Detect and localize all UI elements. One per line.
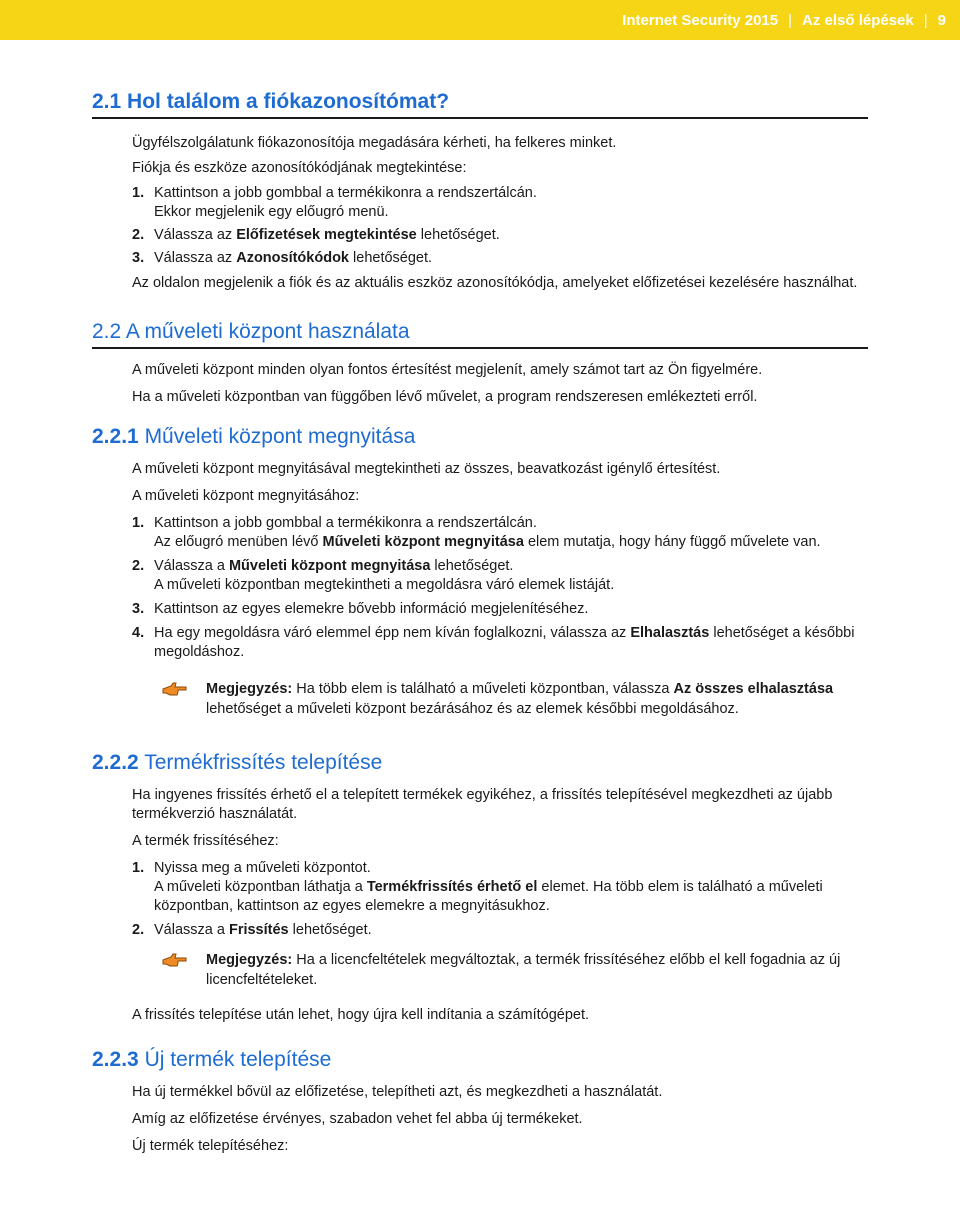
paragraph: Az oldalon megjelenik a fiók és az aktuális eszköz azonosítókódja, amelyeket előfizetései kezelésére használhat. [132, 275, 858, 291]
note-box: Megjegyzés: Ha több elem is található a műveleti központban, válassza Az összes elhalasztása lehetőséget a műveleti központ bezárásához és az elemek későbbi megoldásához. [162, 679, 868, 719]
list-item: 3. Kattintson az egyes elemekre bővebb információ megjelenítéséhez. [132, 601, 589, 617]
list-item: 1. Nyissa meg a műveleti központot. A műveleti központban láthatja a Termékfrissítés érhető el elemet. Ha több elem is található a műveleti központban, kattintson az egyes elemekre a megnyitásukhoz. [132, 860, 823, 914]
list-item: 2. Válassza a Műveleti központ megnyitása lehetőséget. A műveleti központban megtekintheti a megoldásra váró elemek listáját. [132, 558, 615, 593]
note-box: Megjegyzés: Ha a licencfeltételek megváltoztak, a termék frissítéséhez előbb el kell fogadnia az új licencfeltételeket. [162, 950, 868, 990]
list-item: 1. Kattintson a jobb gombbal a termékikonra a rendszertálcán. Az előugró menüben lévő Műveleti központ megnyitása elem mutatja, hogy hány függő művelete van. [132, 515, 821, 550]
page-header [0, 0, 960, 40]
steps-list [92, 859, 868, 940]
header-section: Az első lépések [802, 11, 914, 29]
paragraph: A műveleti központ megnyitásával megtekintheti az összes, beavatkozást igénylő értesítést. [132, 461, 721, 477]
list-item: 1. Kattintson a jobb gombbal a termékikonra a rendszertálcán. Ekkor megjelenik egy előugró menü. [132, 185, 537, 220]
page-number: 9 [937, 11, 946, 29]
paragraph: Amíg az előfizetése érvényes, szabadon vehet fel abba új termékeket. [132, 1111, 583, 1127]
list-item: 4. Ha egy megoldásra váró elemmel épp nem kíván foglalkozni, válassza az Elhalasztás lehetőséget a későbbi megoldáshoz. [132, 625, 855, 660]
list-item: 2. Válassza az Előfizetések megtekintése lehetőséget. [132, 227, 500, 243]
paragraph: Új termék telepítéséhez: [132, 1138, 289, 1154]
paragraph: Ügyfélszolgálatunk fiókazonosítója megadására kérheti, ha felkeres minket. [132, 135, 617, 151]
pointing-hand-icon [162, 950, 206, 990]
section-2-2-heading: 2.2 A műveleti központ használata [92, 320, 868, 349]
list-item: 3. Válassza az Azonosítókódok lehetőséget. [132, 250, 433, 266]
paragraph: Ha ingyenes frissítés érhető el a telepített termékek egyikéhez, a frissítés telepítésével megkezdheti az újabb termékverzió használatát. [132, 787, 833, 822]
header-product: Internet Security 2015 [622, 11, 779, 29]
section-2-2-2-heading: 2.2.2 Termékfrissítés telepítése [92, 751, 383, 774]
header-separator: | [788, 11, 793, 29]
paragraph: A műveleti központ megnyitásához: [132, 488, 360, 504]
paragraph: Ha új termékkel bővül az előfizetése, telepítheti azt, és megkezdheti a használatát. [132, 1084, 663, 1100]
paragraph: A termék frissítéséhez: [132, 833, 279, 849]
steps-list [92, 184, 868, 268]
document-body [92, 90, 868, 1156]
section-2-2-1-heading: 2.2.1 Műveleti központ megnyitása [92, 425, 416, 448]
paragraph: Ha a műveleti központban van függőben lévő művelet, a program rendszeresen emlékezteti erről. [132, 389, 758, 405]
paragraph: A műveleti központ minden olyan fontos értesítést megjelenít, amely számot tart az Ön figyelmére. [132, 362, 763, 378]
steps-list [92, 514, 868, 662]
paragraph: A frissítés telepítése után lehet, hogy újra kell indítania a számítógépet. [132, 1007, 590, 1023]
section-2-1-heading: 2.1 Hol találom a fiókazonosítómat? [92, 90, 868, 119]
section-2-2-3-heading: 2.2.3 Új termék telepítése [92, 1048, 332, 1071]
header-separator: | [923, 11, 928, 29]
paragraph: Fiókja és eszköze azonosítókódjának megtekintése: [132, 160, 467, 176]
list-item: 2. Válassza a Frissítés lehetőséget. [132, 922, 372, 938]
pointing-hand-icon [162, 679, 206, 719]
